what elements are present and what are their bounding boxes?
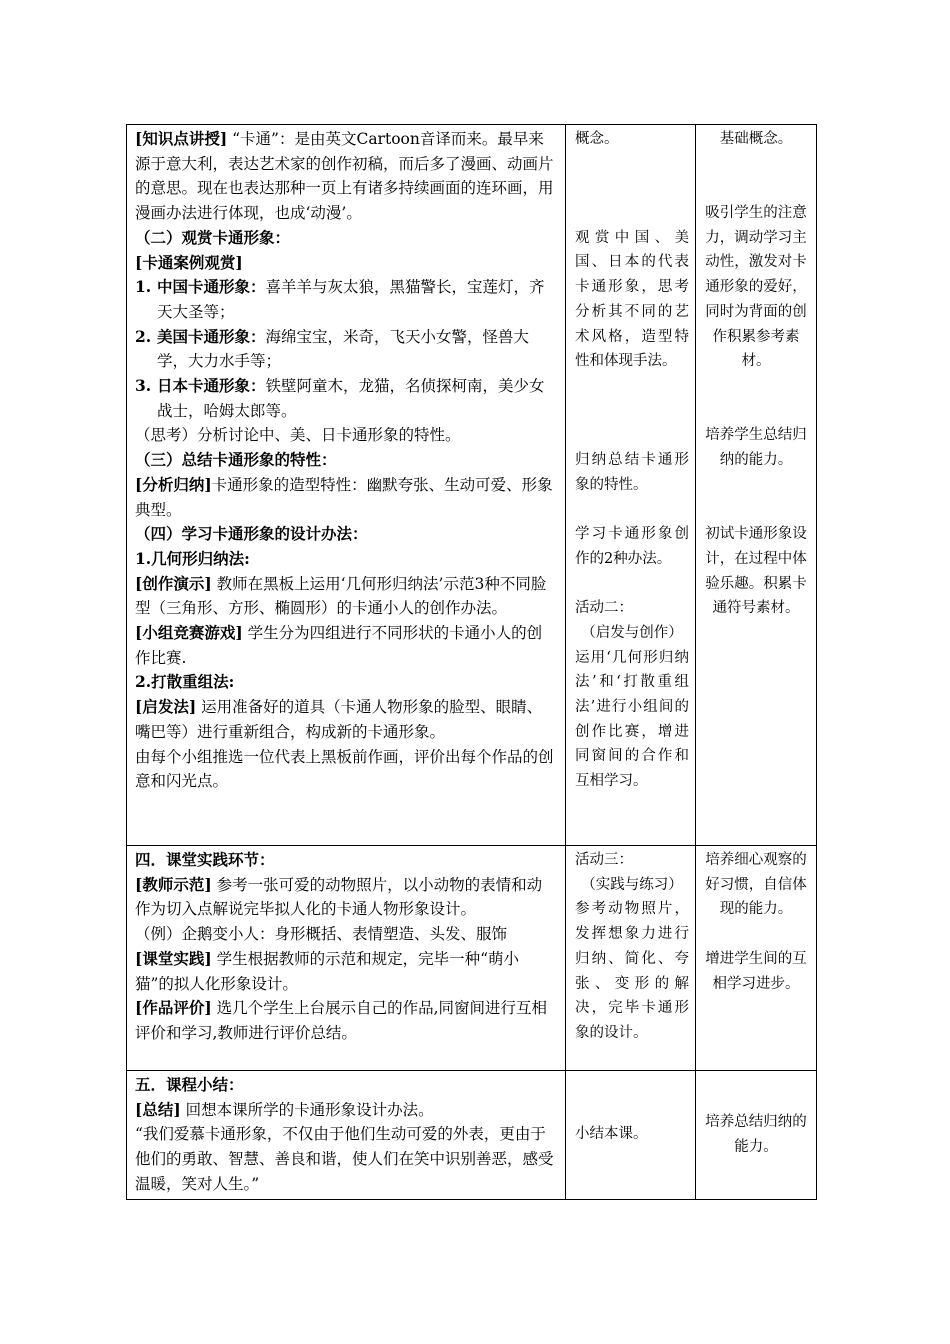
purpose-cell — [696, 846, 817, 1071]
activity-label: 活动二： — [575, 600, 633, 617]
list-text: 喜羊羊与灰太狼，黑猫警长，宝莲灯，齐天大圣等； — [157, 278, 545, 321]
activity-subtitle: （启发与创作） — [581, 624, 683, 641]
analysis-tag: [分析归纳] — [135, 474, 212, 494]
purpose-cell — [696, 125, 817, 846]
practice-tag: [课堂实践] — [135, 948, 212, 968]
activity-text: 概念。 — [575, 131, 619, 147]
activity-text: 归纳总结卡通形象的特性。 — [575, 452, 689, 493]
analysis-paragraph — [135, 473, 557, 522]
knowledge-text: “卡通”：是由英文Cartoon音译而来。最早来源于意大利，表达艺术家的创作初稿，而后多了漫画、动画片的意思。现在也表达那种一页上有诸多持续画面的连环画，用漫画办法进行体现，也成‘动漫’。 — [135, 130, 554, 223]
game-text: 学生分为四组进行不同形状的卡通小人的创作比赛. — [135, 624, 543, 667]
evaluation-paragraph — [135, 996, 557, 1045]
list-item — [135, 325, 557, 374]
purpose-text: 增进学生间的互相学习进步。 — [705, 950, 807, 992]
content-cell — [127, 125, 566, 846]
summary-paragraph — [135, 1098, 557, 1123]
section-heading-4: （四）学习卡通形象的设计办法： — [135, 524, 368, 544]
list-title: 美国卡通形象： — [157, 326, 266, 346]
activity-cell — [566, 125, 696, 846]
teach-tag: [教师示范] — [135, 874, 212, 894]
practice-text: 学生根据教师的示范和规定，完毕一种“萌小猫”的拟人化形象设计。 — [135, 949, 520, 993]
method-2-heading: 2.打散重组法: — [135, 672, 235, 692]
lesson-plan-table — [126, 124, 817, 1200]
summary-tag: [总结] — [135, 1099, 181, 1119]
purpose-text: 初试卡通形象设计，在过程中体验乐趣。积累卡通符号素材。 — [705, 526, 807, 617]
purpose-cell — [696, 1071, 817, 1200]
table-row — [127, 1071, 817, 1200]
list-number: 3. — [135, 376, 152, 396]
summary-text: 回想本课所学的卡通形象设计办法。 — [185, 1100, 434, 1119]
method-1-heading: 1.几何形归纳法: — [135, 548, 250, 568]
game-tag: [小组竞赛游戏] — [135, 623, 243, 643]
section-heading-2: （二）观赏卡通形象： — [135, 227, 291, 247]
list-number: 1. — [135, 277, 152, 297]
purpose-text: 培养学生总结归纳的能力。 — [705, 427, 807, 469]
demo-paragraph — [135, 572, 557, 621]
group-paragraph: 由每个小组推选一位代表上黑板前作画，评价出每个作品的创意和闪光点。 — [135, 747, 554, 791]
quote-text: “我们爱慕卡通形象，不仅由于他们生动可爱的外表，更由于他们的勇敢、智慧、善良和谐，使人们在笑中识别善恶，感受温暖，笑对人生。” — [135, 1125, 554, 1193]
purpose-text: 培养细心观察的好习惯，自信体现的能力。 — [705, 852, 807, 918]
list-item — [135, 275, 557, 324]
inspire-text: 运用准备好的道具（卡通人物形象的脸型、眼睛、嘴巴等）进行重新组合，构成新的卡通形象。 — [135, 698, 543, 741]
teach-paragraph — [135, 873, 557, 922]
purpose-text: 吸引学生的注意力，调动学习主动性，激发对卡通形象的爱好，同时为背面的创作积累参考素材。 — [705, 205, 807, 370]
teach-text: 参考一张可爱的动物照片，以小动物的表情和动作为切入点解说完毕拟人化的卡通人物形象设计。 — [135, 875, 543, 919]
list-text: 海绵宝宝，米奇，飞天小女警，怪兽大学，大力水手等； — [157, 327, 530, 371]
activity-text: 学习卡通形象创作的2种办法。 — [575, 526, 689, 567]
activity-text: 运用‘几何形归纳法’和‘打散重组法’进行小组间的创作比赛，增进同窗间的合作和互相学习。 — [575, 649, 689, 790]
inspire-paragraph — [135, 695, 557, 744]
table-row — [127, 846, 817, 1071]
list-item — [135, 374, 557, 423]
evaluation-tag: [作品评价] — [135, 998, 212, 1018]
demo-text: 教师在黑板上运用‘几何形归纳法’示范3种不同脸型（三角形、方形、椭圆形）的卡通小人的创作办法。 — [135, 574, 547, 618]
practice-paragraph — [135, 947, 557, 996]
section-heading-3: （三）总结卡通形象的特性： — [135, 450, 337, 470]
activity-label: 活动三： — [575, 852, 633, 868]
case-tag: [卡通案例观赏] — [135, 252, 243, 272]
inspire-tag: [启发法] — [135, 697, 197, 717]
knowledge-paragraph — [135, 127, 557, 226]
evaluation-text: 选几个学生上台展示自己的作品,同窗间进行互相评价和学习,教师进行评价总结。 — [135, 999, 548, 1042]
activity-text: 参考动物照片，发挥想象力进行归纳、简化、夸张、变形的解决，完毕卡通形象的设计。 — [575, 901, 689, 1041]
section-heading-practice: 四．课堂实践环节： — [135, 850, 275, 869]
activity-text: 小结本课。 — [575, 1126, 648, 1143]
activity-cell — [566, 846, 696, 1071]
list-title: 中国卡通形象： — [157, 277, 266, 297]
list-text: 铁壁阿童木，龙猫，名侦探柯南，美少女战士，哈姆太郎等。 — [157, 377, 545, 420]
demo-tag: [创作演示] — [135, 573, 212, 593]
purpose-text: 基础概念。 — [719, 131, 793, 147]
knowledge-tag: [知识点讲授] — [135, 129, 228, 148]
table-row — [127, 125, 817, 846]
list-title: 日本卡通形象： — [157, 376, 266, 396]
content-cell — [127, 1071, 566, 1200]
analysis-text: 卡通形象的造型特性：幽默夸张、生动可爱、形象典型。 — [135, 475, 553, 519]
section-heading-summary: 五．课程小结： — [135, 1075, 244, 1094]
example-text: （例）企鹅变小人：身形概括、表情塑造、头发、服饰 — [135, 925, 508, 944]
content-cell — [127, 846, 566, 1071]
game-paragraph — [135, 621, 557, 670]
activity-subtitle: （实践与练习） — [581, 876, 683, 893]
list-number: 2. — [135, 326, 152, 346]
activity-cell — [566, 1071, 696, 1200]
think-text: （思考）分析讨论中、美、日卡通形象的特性。 — [135, 426, 461, 445]
activity-text: 观赏中国、美国、日本的代表卡通形象，思考分析其不同的艺术风格，造型特性和体现手法。 — [575, 229, 689, 370]
purpose-text: 培养总结归纳的能力。 — [705, 1114, 807, 1155]
